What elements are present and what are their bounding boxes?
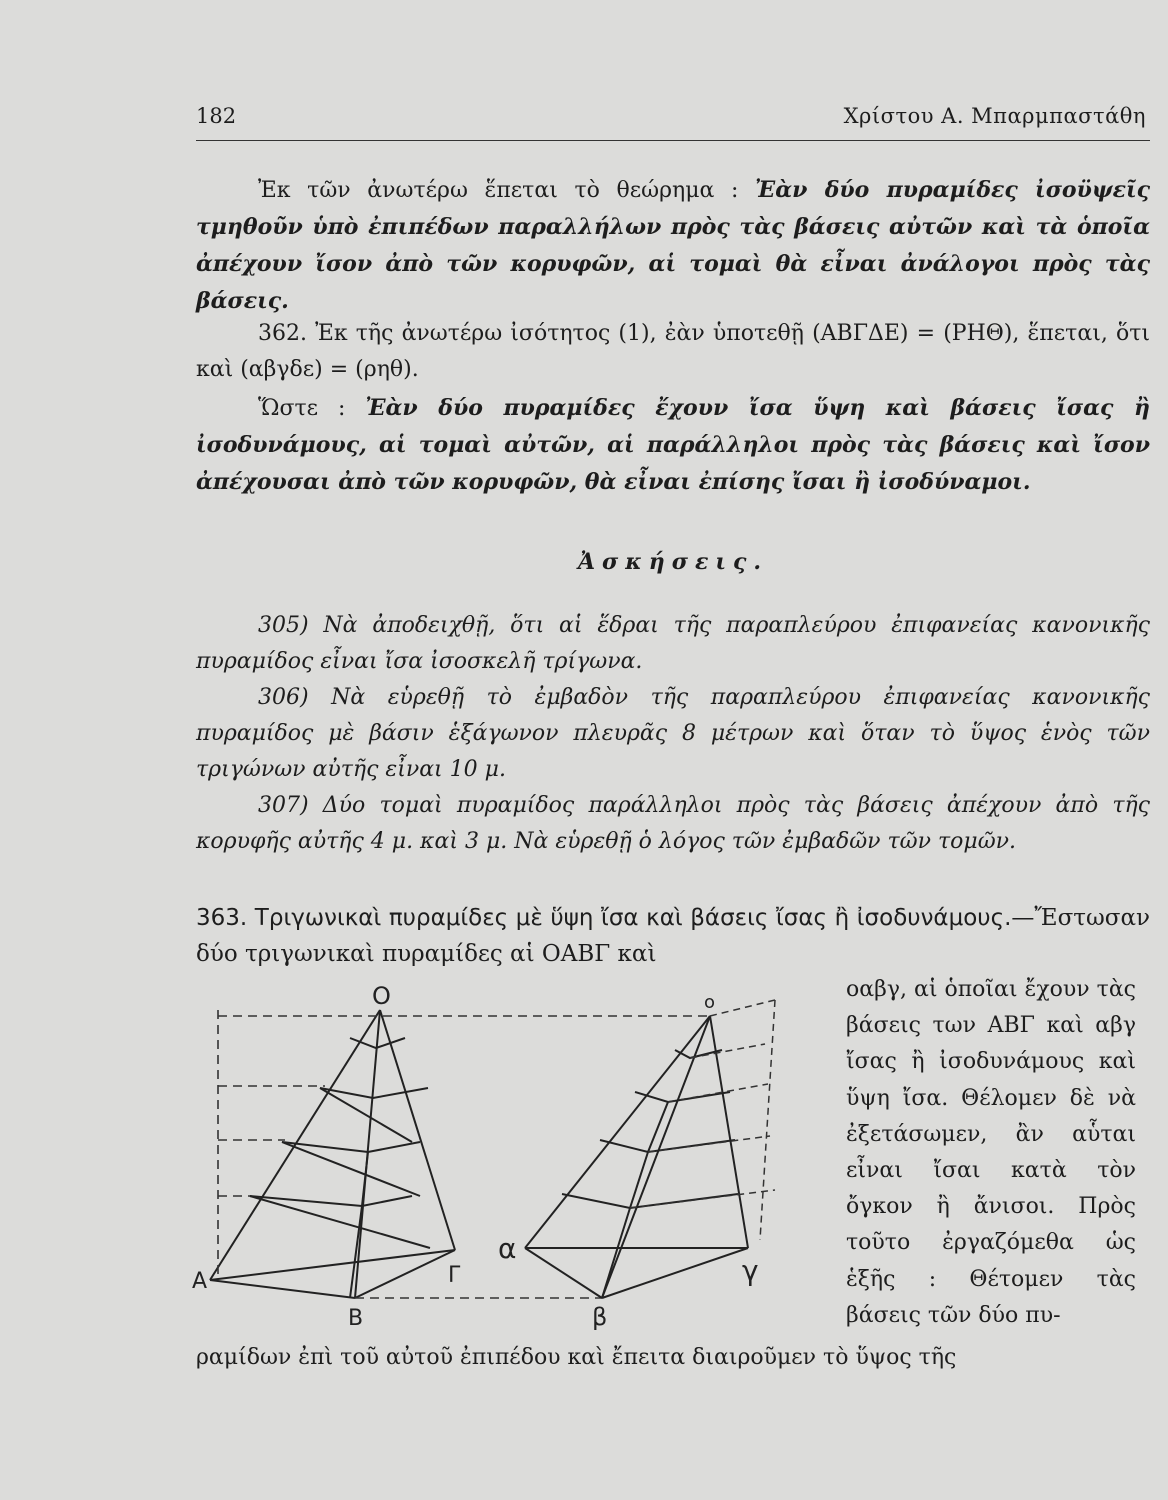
left-pyramid [210, 1010, 455, 1298]
edge-bg [602, 1248, 748, 1298]
edge-AG [210, 1250, 455, 1280]
exercises-heading: Ἀσκήσεις. [577, 549, 769, 575]
section-363-intro: —Ἔστωσαν δύο τριγωνικαὶ πυραμίδες αἱ ΟΑΒΓ καὶ [196, 905, 1150, 967]
dashed-line [648, 1136, 770, 1152]
section-363-opening [196, 900, 1150, 972]
exercise-306: 306) Νὰ εὑρεθῇ τὸ ἐμβαδὸν τῆς παραπλεύρου ἐπιφανείας κανονικῆς πυραμίδος μὲ βάσιν ἑξάγωνον πλευρᾶς 8 μέτρων καὶ ὅταν τὸ ὕψος ἑνὸς τῶν τριγώνων αὐτῆς εἶναι 10 μ. [196, 685, 1150, 782]
dashed-line [710, 1000, 775, 1016]
paragraph-362: 362. Ἐκ τῆς ἀνωτέρω ἰσότητος (1), ἐὰν ὑποτεθῇ (ΑΒΓΔΕ) = (ΡΗΘ), ἕπεται, ὅτι καὶ (αβγδε) = (ρηθ). [196, 321, 1150, 382]
label-A: A [192, 1269, 208, 1294]
exercise-305: 305) Νὰ ἀποδειχθῇ, ὅτι αἱ ἕδραι τῆς παραπλεύρου ἐπιφανείας κανονικῆς πυραμίδος εἶναι ἴσα ἰσοσκελῆ τρίγωνα. [196, 613, 1150, 674]
section-line [562, 1194, 738, 1208]
label-G: Γ [448, 1263, 461, 1288]
hoste-statement: Ἐὰν δύο πυραμίδες ἔχουν ἴσα ὕψη καὶ βάσεις ἴσας ἢ ἰσοδυνάμους, αἱ τομαὶ αὐτῶν, αἱ παράλληλοι πρὸς τὰς βάσεις καὶ ἴσον ἀπέχουσαι ἀπὸ τῶν κορυφῶν, θὰ εἶναι ἐπίσης ἴσαι ἢ ἰσοδύναμοι. [196, 395, 1150, 495]
page-number: 182 [196, 104, 237, 128]
running-title: Χρίστου Α. Μπαρμπαστάθη [843, 104, 1146, 128]
edge-OA [210, 1010, 380, 1280]
label-b: β [592, 1303, 608, 1330]
pyramids-figure [190, 980, 810, 1330]
section-363-title: 363. Τριγωνικαὶ πυραμίδες μὲ ὕψη ἴσα καὶ βάσεις ἴσας ἢ ἰσοδυνάμους. [196, 905, 1012, 931]
edge-ab [525, 1248, 602, 1298]
label-B: B [348, 1306, 364, 1330]
section-363-wrap-text: οαβγ, αἱ ὁποῖαι ἔχουν τὰς βάσεις των ΑΒΓ καὶ αβγ ἴσας ἢ ἰσοδυνάμους καὶ ὕψη ἴσα. Θέλομεν δὲ νὰ ἐξετάσωμεν, ἂν αὗται εἶναι ἴσαι κατὰ τὸν ὄγκον ἢ ἄνισοι. Πρὸς τοῦτο ἐργαζόμεθα ὡς ἑξῆς : Θέτομεν τὰς βάσεις τῶν δύο πυ- [846, 977, 1136, 1328]
theorem-statement: Ἐὰν δύο πυραμίδες ἰσοϋψεῖς τμηθοῦν ὑπὸ ἐπιπέδων παραλλήλων πρὸς τὰς βάσεις αὐτῶν καὶ τὰ ὁποῖα ἀπέχουν ἴσον ἀπὸ τῶν κορυφῶν, αἱ τομαὶ θὰ εἶναι ἀνάλογοι πρὸς τὰς βάσεις. [196, 177, 1150, 314]
prism-line [602, 1208, 630, 1298]
prism-line [648, 1102, 668, 1152]
page-header [196, 104, 1150, 138]
edge-oa [525, 1016, 710, 1248]
section-line [600, 1140, 735, 1152]
edge-ob [602, 1016, 710, 1298]
prism-line [362, 1152, 368, 1206]
hoste-lead: Ὥστε : [258, 396, 366, 421]
label-g: γ [742, 1254, 759, 1287]
label-a: α [498, 1232, 517, 1265]
right-pyramid [525, 1016, 748, 1298]
theorem-lead: Ἐκ τῶν ἀνωτέρω ἕπεται τὸ θεώρημα : [258, 178, 756, 203]
section-363-last-line: ραμίδων ἐπὶ τοῦ αὐτοῦ ἐπιπέδου καὶ ἔπειτα διαιροῦμεν τὸ ὕψος τῆς [196, 1345, 957, 1370]
theorem-paragraph-2 [196, 390, 1150, 501]
theorem-paragraph-1 [196, 172, 1150, 320]
edge-AB [210, 1280, 355, 1298]
label-o: ο [704, 992, 716, 1013]
dashed-line [760, 1000, 775, 1240]
header-rule [196, 140, 1150, 141]
exercise-307: 307) Δύο τομαὶ πυραμίδος παράλληλοι πρὸς τὰς βάσεις ἀπέχουν ἀπὸ τῆς κορυφῆς αὐτῆς 4 μ. καὶ 3 μ. Νὰ εὑρεθῇ ὁ λόγος τῶν ἐμβαδῶν τῶν τομῶν. [196, 793, 1150, 854]
dashed-level-lines [218, 1010, 710, 1298]
section-line [250, 1196, 412, 1206]
edge-BG [355, 1250, 455, 1298]
label-O: O [372, 982, 391, 1010]
